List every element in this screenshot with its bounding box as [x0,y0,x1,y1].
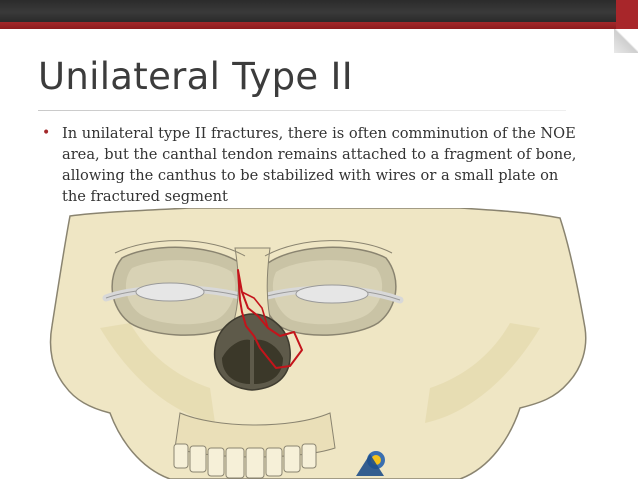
title-divider [38,110,566,111]
slide-title: Unilateral Type II [38,55,353,98]
bullet-item [38,123,578,207]
slide-accent-bar [0,22,638,29]
bullet-marker: • [42,125,51,141]
publisher-logo [354,450,388,478]
page-curl-corner [614,29,638,53]
slide-top-bar [0,0,638,22]
skull-illustration [40,208,600,479]
bullet-text: In unilateral type II fractures, there is often comminution of the NOE area, but the canthal tendon remains attached to a fragment of bone, allowing the canthus to be stabilized with wires or a small plate on the fractured segment [62,125,577,205]
bullet-list [38,123,578,207]
slide-accent-corner [616,0,638,29]
